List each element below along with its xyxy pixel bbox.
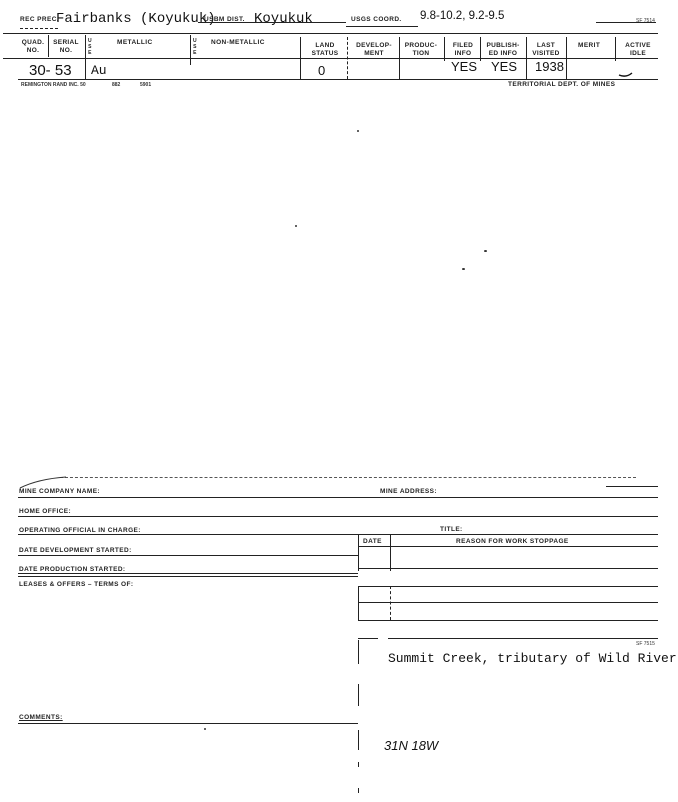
- speck: [295, 225, 297, 227]
- divider: [358, 684, 359, 706]
- divider: [358, 586, 359, 620]
- col-nonmetallic: NON-METALLIC: [211, 39, 265, 46]
- rule: [18, 723, 358, 724]
- speck: [484, 250, 487, 252]
- mine-address-label: MINE ADDRESS:: [380, 488, 437, 495]
- leases-offers-label: LEASES & OFFERS – TERMS OF:: [19, 581, 134, 588]
- usgs-coord-value: 9.8-10.2, 9.2-9.5: [420, 10, 505, 22]
- township-range-note: 31N 18W: [384, 738, 439, 753]
- divider: [358, 640, 359, 664]
- divider: [85, 35, 86, 79]
- rule: [18, 534, 658, 535]
- reason-column-label: REASON FOR WORK STOPPAGE: [456, 538, 569, 545]
- col-development: DEVELOP- MENT: [356, 42, 392, 57]
- rule: [358, 546, 658, 547]
- rule: [18, 516, 658, 517]
- rule: [18, 79, 658, 80]
- col-active-idle: ACTIVE IDLE: [625, 42, 651, 57]
- published-info-value: YES: [491, 59, 518, 74]
- land-status-value: 0: [318, 63, 326, 78]
- divider: [48, 35, 49, 57]
- col-filed-info: FILED INFO: [452, 42, 474, 57]
- rule: [18, 497, 658, 498]
- rule: [18, 573, 358, 574]
- date-production-label: DATE PRODUCTION STARTED:: [19, 566, 126, 573]
- rule: [358, 638, 378, 639]
- last-visited-value: 1938: [535, 59, 564, 74]
- col-merit: MERIT: [578, 42, 601, 49]
- col-nonmetallic-use: U S E: [193, 38, 197, 56]
- speck: [357, 130, 359, 132]
- rule: [358, 568, 658, 569]
- rec-prec-value: Fairbanks (Koyukuk): [56, 11, 216, 27]
- col-metallic: METALLIC: [117, 39, 153, 46]
- divider: [358, 535, 359, 571]
- printer-text: REMINGTON RAND INC. 50: [21, 82, 86, 88]
- col-published-info: PUBLISH- ED INFO: [486, 42, 520, 57]
- col-land-status: LAND STATUS: [311, 42, 339, 57]
- rule: [18, 576, 358, 577]
- rule: [198, 22, 346, 23]
- printer-code-2: 5901: [140, 82, 152, 88]
- rule: [60, 477, 636, 478]
- rule: [606, 486, 658, 487]
- divider: [358, 730, 359, 750]
- rule: [346, 26, 418, 27]
- printer-code-1: 882: [112, 82, 121, 88]
- rule: [358, 586, 658, 587]
- rule: [358, 602, 658, 603]
- speck: [204, 728, 206, 730]
- rule: [358, 620, 658, 621]
- date-column-label: DATE: [363, 538, 382, 545]
- location-note: Summit Creek, tributary of Wild River: [388, 651, 677, 666]
- rule: [3, 33, 658, 34]
- comments-label: COMMENTS:: [19, 714, 63, 721]
- col-metallic-use: U S E: [88, 38, 92, 56]
- divider: [390, 586, 391, 620]
- form-number-lower: SF 7515: [636, 641, 655, 647]
- home-office-label: HOME OFFICE:: [19, 508, 72, 515]
- metallic-value: Au: [91, 63, 107, 78]
- form-number-top: SF 7514: [636, 18, 655, 24]
- speck: [462, 268, 465, 270]
- divider: [190, 35, 191, 65]
- usbm-dist-value: Koyukuk: [254, 11, 313, 27]
- title-label: TITLE:: [440, 526, 463, 533]
- department-label: TERRITORIAL DEPT. OF MINES: [508, 81, 616, 88]
- filed-info-value: YES: [451, 59, 478, 74]
- rule: [20, 28, 58, 29]
- usbm-dist-label: USBM DIST.: [204, 16, 245, 23]
- mine-company-name-label: MINE COMPANY NAME:: [19, 488, 100, 495]
- usgs-coord-label: USGS COORD.: [351, 16, 402, 23]
- operating-official-label: OPERATING OFFICIAL IN CHARGE:: [19, 527, 141, 534]
- col-production: PRODUC- TION: [404, 42, 438, 57]
- rule: [596, 22, 656, 23]
- quad-serial-value: 30- 53: [29, 62, 72, 79]
- date-development-label: DATE DEVELOPMENT STARTED:: [19, 547, 132, 554]
- divider: [390, 535, 391, 571]
- col-serial-no: SERIAL NO.: [53, 39, 79, 54]
- col-quad-no: QUAD. NO.: [21, 39, 45, 54]
- active-mark: [617, 70, 635, 78]
- rule: [18, 555, 358, 556]
- divider: [358, 762, 359, 767]
- col-last-visited: LAST VISITED: [532, 42, 560, 57]
- rule: [388, 638, 658, 639]
- divider: [358, 788, 359, 793]
- rec-prec-label: REC PREC.: [20, 16, 59, 23]
